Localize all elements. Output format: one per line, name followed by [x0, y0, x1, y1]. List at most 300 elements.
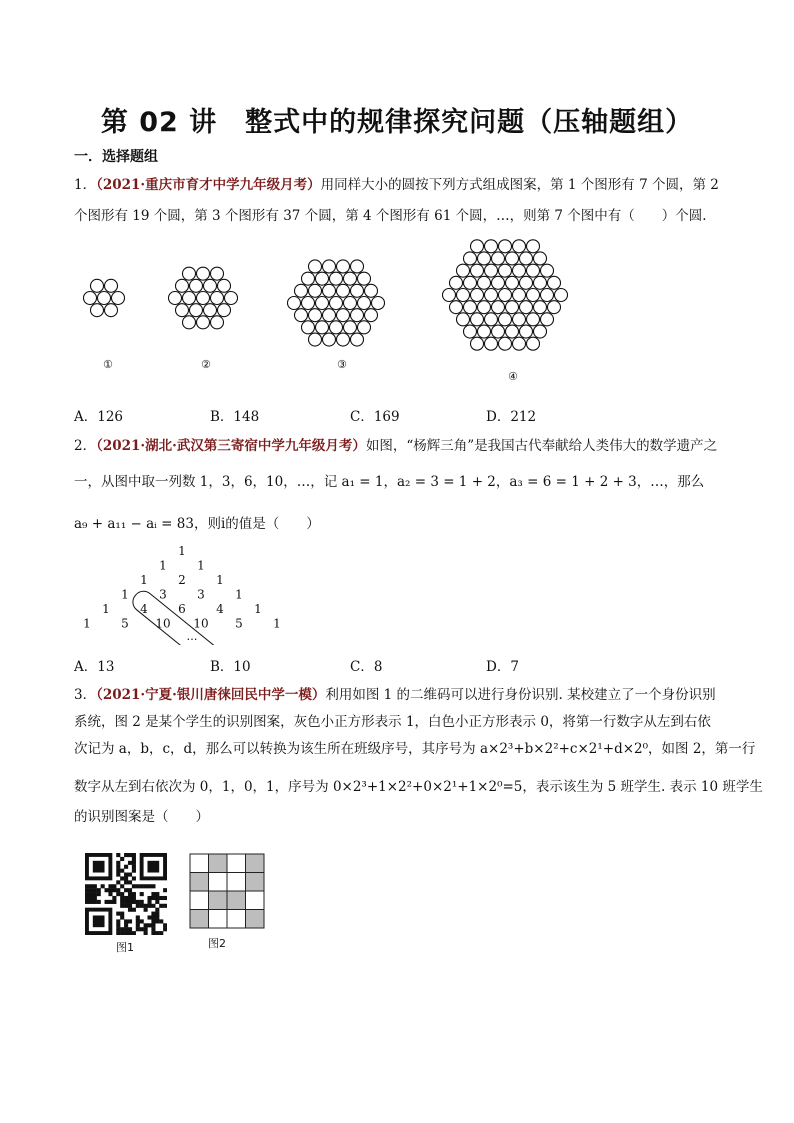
circle: [513, 337, 526, 350]
qr-module: [155, 896, 159, 900]
circle: [330, 272, 343, 285]
qr-module: [124, 880, 128, 884]
qr-module: [89, 896, 93, 900]
qr-module: [151, 927, 155, 931]
qr-module: [112, 888, 116, 892]
circle: [457, 289, 470, 302]
qr-module: [144, 884, 148, 888]
id-pattern-grid: [189, 853, 267, 931]
gray-cell: [246, 910, 265, 929]
qr-module: [132, 931, 136, 935]
qr-module: [155, 892, 159, 896]
qr-module: [144, 923, 148, 927]
qr-module: [128, 853, 132, 857]
triangle-number: 1: [273, 616, 281, 631]
qr-finder-module: [93, 915, 105, 927]
white-cell: [190, 891, 209, 910]
circle: [337, 284, 350, 297]
qr-module: [147, 915, 151, 919]
qr-module: [136, 904, 140, 908]
qr-module: [124, 876, 128, 880]
white-cell: [209, 873, 228, 892]
circle: [197, 292, 210, 305]
qr-code-figure: [85, 853, 167, 935]
qr-module: [124, 919, 128, 923]
circle: [541, 313, 554, 326]
circle: [288, 297, 301, 310]
page-title: 第 02 讲 整式中的规律探究问题（压轴题组）: [100, 107, 694, 138]
triangle-number: 6: [178, 602, 186, 616]
circle: [492, 252, 505, 265]
circle: [485, 264, 498, 277]
qr-module: [144, 904, 148, 908]
circle: [520, 252, 533, 265]
circle: [225, 292, 238, 305]
qr-module: [112, 900, 116, 904]
circle: [478, 252, 491, 265]
circle: [492, 301, 505, 314]
qr-module: [124, 927, 128, 931]
qr-module: [116, 888, 120, 892]
qr-module: [128, 927, 132, 931]
q1-source: （2021·重庆市育才中学九年级月考）: [96, 177, 321, 193]
circle: [295, 284, 308, 297]
triangle-number: 1: [121, 587, 129, 602]
q3-source: （2021·宁夏·银川唐徕回民中学一模）: [96, 687, 326, 703]
circle: [471, 313, 484, 326]
qr-module: [140, 892, 144, 896]
qr-module: [89, 888, 93, 892]
circle: [190, 279, 203, 292]
qr-module: [120, 896, 124, 900]
qr-module: [124, 900, 128, 904]
circle: [499, 264, 512, 277]
qr-module: [120, 904, 124, 908]
gray-cell: [246, 873, 265, 892]
triangle-number: 3: [197, 587, 205, 602]
circle: [499, 240, 512, 253]
qr-module: [85, 888, 89, 892]
circle: [112, 292, 125, 305]
circle: [330, 297, 343, 310]
qr-module: [116, 927, 120, 931]
triangle-number: 1: [159, 558, 167, 573]
circle: [464, 301, 477, 314]
qr-module: [116, 923, 120, 927]
qr-module: [163, 904, 167, 908]
qr-module: [155, 908, 159, 912]
q1-number: 1．: [74, 177, 97, 193]
triangle-number: 4: [216, 602, 224, 616]
triangle-number: 10: [193, 616, 209, 631]
qr-module: [116, 880, 120, 884]
pascal-triangle: [70, 540, 310, 645]
qr-module: [85, 900, 89, 904]
triangle-number: 1: [197, 558, 205, 573]
qr-module: [147, 900, 151, 904]
qr-module: [140, 927, 144, 931]
circle: [527, 289, 540, 302]
circle: [534, 276, 547, 289]
qr-module: [116, 931, 120, 935]
white-cell: [190, 854, 209, 873]
circle: [351, 333, 364, 346]
qr-module: [120, 876, 124, 880]
q1-option-b[interactable]: B．148: [210, 409, 260, 425]
circle: [323, 333, 336, 346]
qr-module: [124, 896, 128, 900]
qr-module: [151, 892, 155, 896]
qr-module: [136, 884, 140, 888]
qr-module: [147, 904, 151, 908]
circle: [316, 321, 329, 334]
qr-module: [155, 915, 159, 919]
qr-module: [124, 904, 128, 908]
circle: [443, 289, 456, 302]
q1-label-1: ①: [103, 358, 113, 371]
qr-module: [132, 908, 136, 912]
circle: [309, 284, 322, 297]
circle: [520, 301, 533, 314]
circle: [527, 264, 540, 277]
qr-module: [101, 884, 105, 888]
circle: [471, 264, 484, 277]
circle: [316, 272, 329, 285]
qr-module: [116, 865, 120, 869]
gray-cell: [209, 854, 228, 873]
circle: [450, 276, 463, 289]
qr-module: [120, 931, 124, 935]
q2-option-c[interactable]: C．8: [350, 659, 383, 675]
qr-module: [93, 892, 97, 896]
q2-source: （2021·湖北·武汉第三寄宿中学九年级月考）: [96, 438, 366, 454]
qr-module: [120, 884, 124, 888]
qr-module: [155, 912, 159, 916]
q3-line1: [74, 685, 716, 705]
circle: [323, 284, 336, 297]
circle: [527, 337, 540, 350]
qr-module: [136, 900, 140, 904]
qr-module: [159, 931, 163, 935]
q3-line2: 系统，图 2 是某个学生的识别图案，灰色小正方形表示 1，白色小正方形表示 0，将第一行数字从左到右依: [74, 714, 711, 730]
circle: [506, 325, 519, 338]
circle: [330, 321, 343, 334]
qr-module: [128, 900, 132, 904]
triangle-number: 5: [235, 616, 243, 631]
qr-module: [147, 884, 151, 888]
circle: [464, 276, 477, 289]
q1-option-d[interactable]: D．212: [486, 409, 537, 425]
circle: [513, 264, 526, 277]
triangle-number: 10: [155, 616, 171, 631]
qr-module: [163, 896, 167, 900]
circle: [358, 321, 371, 334]
qr-module: [140, 900, 144, 904]
qr-module: [155, 919, 159, 923]
gray-cell: [190, 873, 209, 892]
triangle-number: 1: [216, 573, 224, 587]
circle: [541, 264, 554, 277]
circle: [450, 301, 463, 314]
circle: [316, 297, 329, 310]
circle: [471, 240, 484, 253]
circle: [344, 272, 357, 285]
qr-module: [159, 919, 163, 923]
qr-module: [147, 923, 151, 927]
qr-module: [132, 853, 136, 857]
qr-module: [128, 880, 132, 884]
figure-2-caption: 图2: [208, 937, 226, 950]
circle: [365, 284, 378, 297]
circle: [520, 276, 533, 289]
circle: [183, 316, 196, 329]
circle: [513, 240, 526, 253]
qr-module: [136, 915, 140, 919]
white-cell: [227, 873, 246, 892]
qr-module: [144, 908, 148, 912]
circle: [105, 279, 118, 292]
qr-module: [128, 888, 132, 892]
qr-module: [151, 919, 155, 923]
gray-cell: [209, 891, 228, 910]
figure-1-caption: 图1: [116, 941, 134, 954]
circle: [176, 279, 189, 292]
qr-module: [97, 892, 101, 896]
qr-module: [147, 896, 151, 900]
q2-number: 2．: [74, 438, 97, 454]
qr-module: [124, 931, 128, 935]
qr-module: [97, 900, 101, 904]
circle: [492, 325, 505, 338]
circle: [351, 309, 364, 322]
qr-module: [116, 873, 120, 877]
section-heading: 一．选择题组: [74, 149, 158, 165]
qr-module: [120, 869, 124, 873]
circle: [534, 252, 547, 265]
qr-module: [163, 923, 167, 927]
circle: [190, 304, 203, 317]
circle: [555, 289, 568, 302]
triangle-number: 2: [178, 573, 186, 587]
q3-line3: 次记为 a，b，c，d，那么可以转换为该生所在班级序号，其序号为 a×2³+b×2²+c×2¹+d×2⁰，如图 2，第一行: [74, 741, 756, 757]
qr-module: [124, 873, 128, 877]
white-cell: [209, 910, 228, 929]
q1-label-4: ④: [508, 370, 518, 383]
qr-module: [151, 904, 155, 908]
qr-module: [124, 888, 128, 892]
gray-cell: [246, 854, 265, 873]
qr-module: [116, 919, 120, 923]
qr-module: [93, 888, 97, 892]
circle: [351, 284, 364, 297]
qr-module: [136, 923, 140, 927]
circle: [457, 264, 470, 277]
qr-module: [163, 927, 167, 931]
circle: [485, 337, 498, 350]
q3-text1: 利用如图 1 的二维码可以进行身份识别. 某校建立了一个身份识别: [325, 687, 716, 703]
circle: [309, 309, 322, 322]
circle: [548, 301, 561, 314]
qr-module: [97, 888, 101, 892]
circle: [478, 301, 491, 314]
qr-module: [116, 892, 120, 896]
qr-module: [93, 884, 97, 888]
circle: [464, 252, 477, 265]
triangle-number: 1: [178, 544, 186, 558]
qr-module: [116, 861, 120, 865]
qr-module: [140, 919, 144, 923]
qr-module: [124, 865, 128, 869]
qr-module: [128, 896, 132, 900]
circle: [365, 309, 378, 322]
q1-line1: [74, 175, 719, 195]
triangle-number: 4: [140, 602, 148, 616]
circle: [527, 313, 540, 326]
qr-module: [120, 927, 124, 931]
qr-module: [128, 904, 132, 908]
circle: [520, 325, 533, 338]
qr-module: [132, 892, 136, 896]
circle: [499, 337, 512, 350]
qr-module: [128, 919, 132, 923]
q1-option-c[interactable]: C．169: [350, 409, 400, 425]
circle: [499, 289, 512, 302]
qr-module: [136, 919, 140, 923]
qr-module: [120, 912, 124, 916]
qr-module: [124, 923, 128, 927]
q2-option-b[interactable]: B．10: [210, 659, 251, 675]
qr-module: [159, 904, 163, 908]
circle: [471, 337, 484, 350]
qr-module: [112, 884, 116, 888]
circle: [485, 313, 498, 326]
circle: [183, 292, 196, 305]
qr-module: [105, 888, 109, 892]
circle: [358, 297, 371, 310]
circle: [478, 325, 491, 338]
qr-module: [108, 888, 112, 892]
circle: [499, 313, 512, 326]
circle: [471, 289, 484, 302]
qr-module: [108, 892, 112, 896]
q2-option-a[interactable]: A．13: [74, 659, 115, 675]
circle: [485, 289, 498, 302]
circle: [506, 301, 519, 314]
circle: [337, 309, 350, 322]
qr-module: [93, 896, 97, 900]
q2-line1: [74, 436, 717, 456]
circle: [506, 252, 519, 265]
qr-module: [151, 912, 155, 916]
q3-line4: 数字从左到右依次为 0，1，0，1，序号为 0×2³+1×2²+0×2¹+1×2⁰=5，表示该生为 5 班学生. 表示 10 班学生: [74, 779, 763, 795]
qr-module: [116, 869, 120, 873]
triangle-number: 5: [121, 616, 129, 631]
qr-module: [132, 861, 136, 865]
qr-module: [128, 908, 132, 912]
qr-module: [89, 892, 93, 896]
qr-module: [128, 892, 132, 896]
qr-module: [105, 900, 109, 904]
circle: [302, 272, 315, 285]
circle: [358, 272, 371, 285]
q2-option-d[interactable]: D．7: [486, 659, 519, 675]
qr-module: [151, 915, 155, 919]
qr-module: [132, 857, 136, 861]
qr-finder-module: [93, 861, 105, 873]
circle: [302, 321, 315, 334]
circle: [344, 297, 357, 310]
white-cell: [246, 891, 265, 910]
qr-module: [140, 904, 144, 908]
qr-module: [136, 927, 140, 931]
qr-module: [128, 873, 132, 877]
circle: [176, 304, 189, 317]
qr-module: [144, 927, 148, 931]
qr-module: [132, 865, 136, 869]
qr-module: [132, 900, 136, 904]
qr-module: [132, 869, 136, 873]
qr-module: [93, 900, 97, 904]
circle: [91, 304, 104, 317]
circle: [478, 276, 491, 289]
circle: [541, 289, 554, 302]
qr-module: [85, 892, 89, 896]
circle: [337, 260, 350, 273]
qr-module: [151, 931, 155, 935]
qr-finder-module: [147, 861, 159, 873]
circle: [485, 240, 498, 253]
circle: [513, 313, 526, 326]
circle: [534, 301, 547, 314]
circle: [211, 316, 224, 329]
triangle-number: 1: [83, 616, 91, 631]
triangle-number: 1: [102, 602, 110, 616]
qr-module: [89, 884, 93, 888]
qr-module: [120, 900, 124, 904]
q1-circle-figures: [60, 235, 620, 395]
circle: [337, 333, 350, 346]
qr-module: [151, 884, 155, 888]
circle: [204, 279, 217, 292]
q2-line3: a₉ + a₁₁ − aᵢ = 83，则i的值是（ ）: [74, 516, 320, 532]
circle: [309, 333, 322, 346]
triangle-number: 1: [254, 602, 262, 616]
circle: [457, 313, 470, 326]
qr-module: [132, 884, 136, 888]
white-cell: [227, 910, 246, 929]
qr-module: [151, 923, 155, 927]
circle: [183, 267, 196, 280]
circle: [204, 304, 217, 317]
qr-module: [128, 931, 132, 935]
circle: [169, 292, 182, 305]
q1-option-a[interactable]: A．126: [74, 409, 124, 425]
circle: [344, 321, 357, 334]
q1-label-2: ②: [201, 358, 211, 371]
q3-line5: 的识别图案是（ ）: [74, 809, 209, 825]
circle: [351, 260, 364, 273]
circle: [295, 309, 308, 322]
white-cell: [227, 854, 246, 873]
q2-text1: 如图，“杨辉三角”是我国古代奉献给人类伟大的数学遗产之: [365, 438, 718, 454]
gray-cell: [227, 891, 246, 910]
circle: [302, 297, 315, 310]
qr-module: [120, 915, 124, 919]
q1-text1: 用同样大小的圆按下列方式组成图案，第 1 个图形有 7 个圆，第 2: [320, 177, 719, 193]
circle: [513, 289, 526, 302]
circle: [197, 267, 210, 280]
qr-module: [155, 900, 159, 904]
